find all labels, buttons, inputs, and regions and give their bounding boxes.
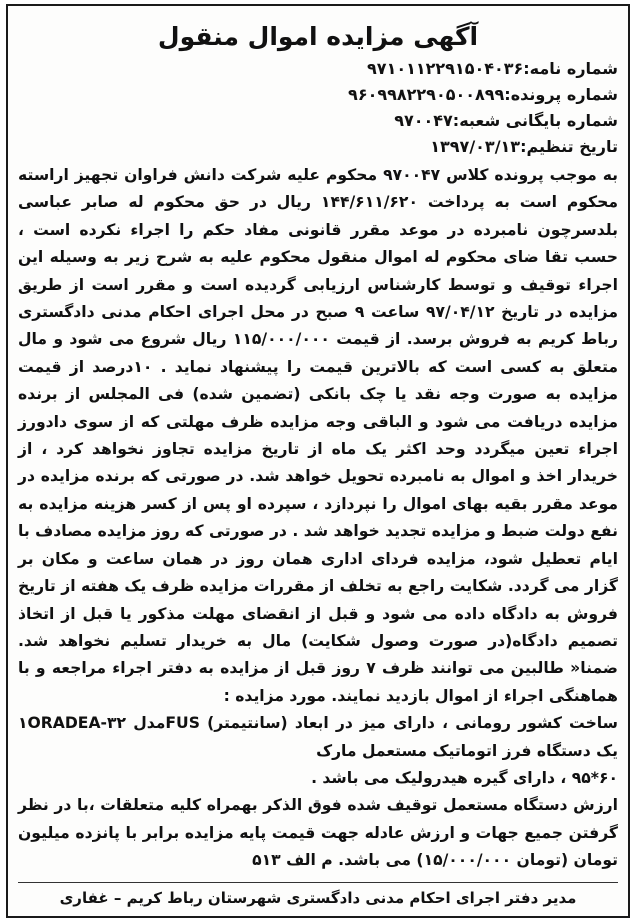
- auction-notice: [6, 4, 630, 918]
- letter-number: شماره نامه:۹۷۱۰۱۱۲۲۹۱۵۰۴۰۳۶: [367, 59, 618, 78]
- auction-item-line-2: ۶۰*۹۵ ، دارای گیره هیدرولیک می باشد .: [311, 768, 618, 787]
- footer-divider: [18, 882, 618, 883]
- closing-paragraph: ارزش دستگاه مستعمل توقیف شده فوق الذکر بهمراه کلیه متعلقات ،با در نظر گرفتن جمیع جهات و ارزش عادله جهت قیمت پایه مزایده برابر با پانزده میلیون تومان (تومان ۱۵/۰۰۰/۰۰۰) می باشد. م الف ۵۱۳: [18, 796, 618, 870]
- notice-body: [18, 162, 618, 875]
- auction-item-line-1: ساخت کشور رومانی ، دارای میز در ابعاد (سانتیمتر) FUSمدل ۱ORADEA-۳۲ یک دستگاه فرز اتوماتیک مستعمل مارک: [18, 714, 618, 760]
- main-paragraph: به موجب پرونده کلاس ۹۷۰۰۴۷ محکوم علیه شرکت دانش فراوان تجهیز اراسته محکوم است به پرداخت ۱۴۴/۶۱۱/۶۲۰ ریال در حق محکوم له صابر عباسی بلدسرچون نامبرده در موعد مقرر قانونی مفاد حکم را اجراء نکرده است ، حسب تقا ضای محکوم له اموال منقول محکوم علیه به شرح زیر به وسیله این اجراء توقیف و توسط کارشناس ارزیابی گردیده است و مقرر است از طریق مزایده در تاریخ ۹۷/۰۴/۱۲ ساعت ۹ صبح در محل اجرای احکام مدنی دادگستری رباط کریم به فروش برسد. از قیمت ۱۱۵/۰۰۰/۰۰۰ ریال شروع می شود و مال متعلق به کسی است که بالاترین قیمت را پیشنهاد نماید . ۱۰درصد از قیمت مزایده به صورت وجه نقد یا چک بانکی (تضمین شده) فی المجلس از برنده مزایده دریافت می شود و الباقی وجه مزایده ظرف مهلتی که از سوی دادورز اجراء تعین میگردد وحد اکثر یک ماه از تاریخ مزایده تجاوز نخواهد کرد ، از خریدار اخذ و اموال به نامبرده تحویل خواهد شد. در صورتی که برنده مزایده در موعد مقرر بقیه بهای اموال را نپردازد ، سپرده او پس از کسر هزینه مزایده به نفع دولت ضبط و مزایده تجدید خواهد شد . در صورتی که روز مزایده مصادف با ایام تعطیل شود، مزایده فردای اداری همان روز در همان ساعت و مکان بر گزار می گردد. شکایت راجع به تخلف از مقررات مزایده ظرف یک هفته از تاریخ فروش به دادگاه داده می شود و قبل از انقضای مهلت مذکور یا قبل از اتخاذ تصمیم دادگاه(در صورت وصول شکایت) مال به خریدار تسلیم نخواهد شد. ضمنا« طالبین می توانند ظرف ۷ روز قبل از مزایده به دفتر اجراء مراجعه و با هماهنگی اجراء از اموال بازدید نمایند. مورد مزایده :: [18, 166, 619, 705]
- case-number: شماره پرونده:۹۶۰۹۹۸۲۲۹۰۵۰۰۸۹۹: [348, 85, 618, 104]
- issue-date: تاریخ تنظیم:۱۳۹۷/۰۳/۱۳: [430, 137, 618, 156]
- signature-line: مدیر دفتر اجرای احکام مدنی دادگستری شهرستان رباط کریم – غفاری: [59, 889, 577, 907]
- branch-archive-number: شماره بایگانی شعبه:۹۷۰۰۴۷: [394, 111, 618, 130]
- notice-metadata: [18, 56, 618, 160]
- notice-title: آگهی مزایده اموال منقول: [157, 22, 479, 51]
